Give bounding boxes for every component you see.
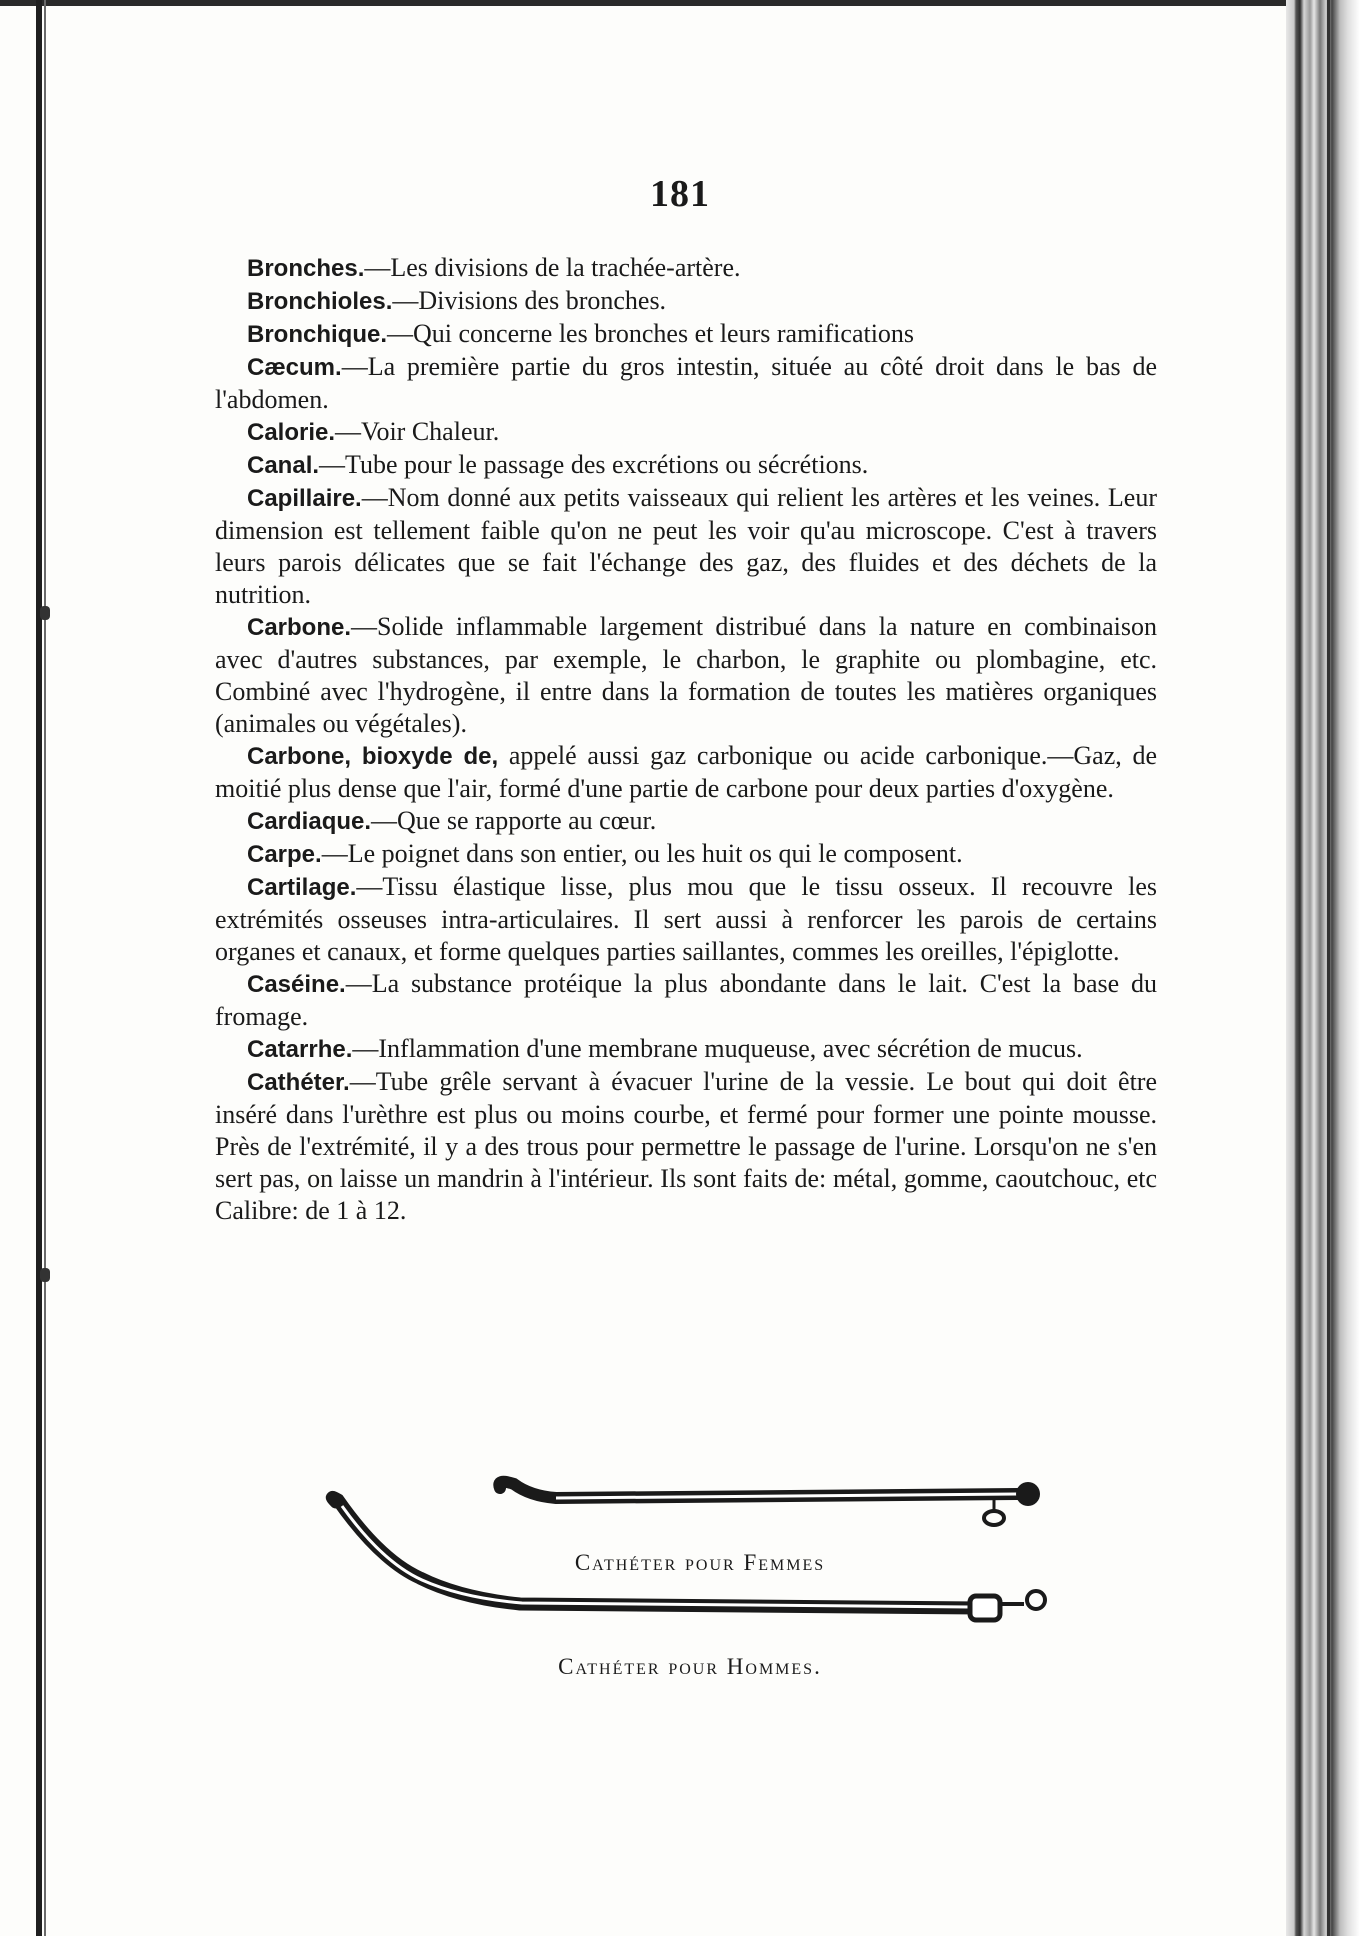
glossary-entry (215, 449, 1157, 482)
entry-definition: —Tube pour le passage des excrétions ou sécrétions. (319, 450, 869, 479)
margin-speck (40, 1268, 50, 1282)
entry-definition: appelé aussi gaz carbonique ou acide carbonique.—Gaz, de moitié plus dense que l'air, formé d'une partie de carbone pour deux parties d'oxygène. (215, 741, 1157, 803)
entry-term: Carbone, bioxyde de, (247, 743, 499, 770)
glossary-entry (215, 1033, 1157, 1066)
entry-definition: —Le poignet dans son entier, ou les huit os qui le composent. (321, 839, 963, 868)
entry-definition: —Voir Chaleur. (335, 417, 500, 446)
entry-term: Canal. (247, 452, 320, 479)
page-edges-stack (1286, 0, 1360, 1936)
entry-definition: —Divisions des bronches. (392, 286, 667, 315)
glossary-entry (215, 416, 1157, 449)
entry-term: Bronches. (247, 255, 365, 282)
glossary-entry (215, 482, 1157, 611)
entry-definition: —La première partie du gros intestin, située au côté droit dans le bas de l'abdomen. (215, 352, 1157, 414)
glossary-entry (215, 968, 1157, 1033)
entry-definition: —Tube grêle servant à évacuer l'urine de la vessie. Le bout qui doit être inséré dans l'urèthre est plus ou moins courbe, et fermé pour former une pointe mousse. Près de l'extrémité, il y a des trous pour permettre le passage de l'urine. Lorsqu'on ne s'en sert pas, on laisse un mandrin à l'intérieur. Ils sont faits de: métal, gomme, caoutchouc, etc Calibre: de 1 à 12. (215, 1067, 1157, 1225)
entry-definition: —Qui concerne les bronches et leurs ramifications (387, 319, 915, 348)
entry-definition: —Tissu élastique lisse, plus mou que le tissu osseux. Il recouvre les extrémités osseuses intra-articulaires. Il sert aussi à renforcer les parois de certains organes et canaux, et forme quelques parties saillantes, commes les oreilles, l'épiglotte. (215, 872, 1157, 966)
entry-term: Carbone. (247, 614, 352, 641)
entry-term: Caséine. (247, 971, 346, 998)
glossary-entry (215, 838, 1157, 871)
female-catheter-drawing (499, 1482, 1040, 1525)
glossary-entry (215, 611, 1157, 740)
glossary-entry (215, 285, 1157, 318)
entry-definition: —Les divisions de la trachée-artère. (364, 253, 741, 282)
figure-caption-femmes: Cathéter pour Femmes (574, 1550, 826, 1575)
entry-definition: —Inflammation d'une membrane muqueuse, avec sécrétion de mucus. (352, 1034, 1083, 1063)
entry-term: Carpe. (247, 841, 322, 868)
book-spine-shadow (44, 0, 46, 1936)
page-number: 181 (650, 173, 710, 215)
glossary-entry (215, 871, 1157, 968)
page-top-edge (0, 0, 1360, 6)
page-edge-line (1327, 0, 1330, 1936)
figure-caption-hommes: Cathéter pour Hommes. (558, 1654, 822, 1679)
glossary-entry (215, 1066, 1157, 1227)
entry-definition: —La substance protéique la plus abondante dans le lait. C'est la base du fromage. (215, 969, 1157, 1031)
entry-term: Capillaire. (247, 485, 362, 512)
glossary-entry (215, 740, 1157, 805)
book-spine (36, 0, 42, 1936)
entry-term: Catarrhe. (247, 1036, 353, 1063)
glossary-text (215, 252, 1157, 1227)
entry-term: Bronchique. (247, 321, 388, 348)
entry-term: Cardiaque. (247, 808, 372, 835)
margin-speck (40, 606, 50, 620)
glossary-entry (215, 805, 1157, 838)
entry-term: Cathéter. (247, 1069, 350, 1096)
entry-term: Calorie. (247, 419, 336, 446)
entry-definition: —Solide inflammable largement distribué dans la nature en combinaison avec d'autres substances, par exemple, le charbon, le graphite ou plombagine, etc. Combiné avec l'hydrogène, il entre dans la formation de toutes les matières organiques (animales ou végétales). (215, 612, 1157, 738)
entry-term: Cartilage. (247, 874, 357, 901)
glossary-entry (215, 351, 1157, 416)
entry-term: Bronchioles. (247, 288, 393, 315)
glossary-entry (215, 252, 1157, 285)
entry-term: Cæcum. (247, 354, 342, 381)
entry-definition: —Nom donné aux petits vaisseaux qui relient les artères et les veines. Leur dimension est tellement faible qu'on ne peut les voir qu'au microscope. C'est à travers leurs parois délicates que se fait l'échange des gaz, des fluides et des déchets de la nutrition. (215, 483, 1157, 609)
entry-definition: —Que se rapporte au cœur. (371, 806, 657, 835)
glossary-entry (215, 318, 1157, 351)
